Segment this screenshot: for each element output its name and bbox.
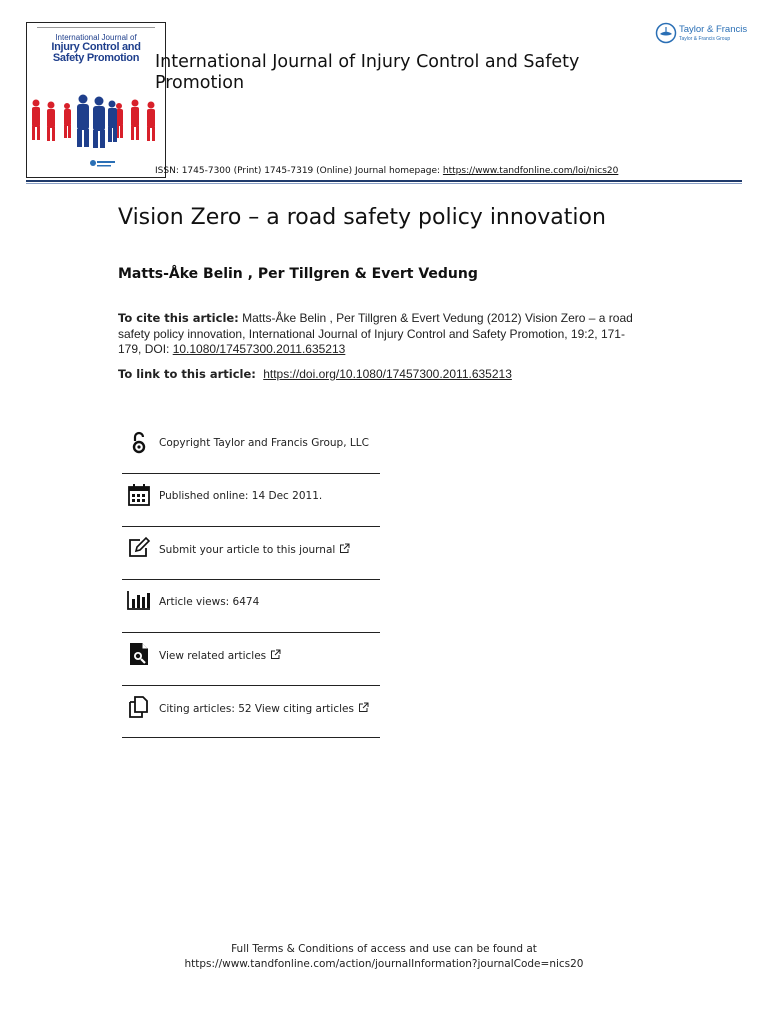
cite-doi-link[interactable]: 10.1080/17457300.2011.635213 <box>172 342 346 356</box>
publisher-logo-icon <box>655 22 677 44</box>
calendar-icon <box>126 482 152 508</box>
publisher-name: Taylor & Francis <box>679 24 748 35</box>
article-views-text: Article views: 6474 <box>159 596 260 608</box>
related-articles-label: View related articles <box>159 650 267 662</box>
header-rule-thin <box>26 183 742 184</box>
copy-icon <box>126 694 152 720</box>
divider <box>122 632 380 633</box>
publisher-group: Taylor & Francis Group <box>679 36 731 42</box>
journal-cover-image <box>26 22 166 178</box>
search-document-icon <box>126 641 152 667</box>
cite-label: To cite this article: <box>118 311 239 325</box>
journal-title: International Journal of Injury Control and Safety Promotion <box>155 52 580 93</box>
article-link-block <box>118 367 512 381</box>
external-link-icon <box>339 543 350 554</box>
submit-article-label: Submit your article to this journal <box>159 544 336 556</box>
related-articles-link[interactable] <box>159 649 281 662</box>
citing-articles-label: Citing articles: 52 View citing articles <box>159 703 354 715</box>
article-doi-link[interactable]: https://doi.org/10.1080/17457300.2011.635213 <box>263 367 512 381</box>
article-authors: Matts-Åke Belin , Per Tillgren & Evert Vedung <box>118 266 478 282</box>
cover-title: International Journal of Injury Control and Safety Promotion <box>51 33 141 64</box>
footer <box>0 942 768 972</box>
divider <box>122 526 380 527</box>
published-date-text: Published online: 14 Dec 2011. <box>159 490 323 502</box>
divider <box>122 737 380 738</box>
external-link-icon <box>270 649 281 660</box>
info-row-citing[interactable] <box>122 694 380 746</box>
journal-homepage-link[interactable]: https://www.tandfonline.com/loi/nics20 <box>442 166 619 176</box>
submit-article-link[interactable] <box>159 543 350 556</box>
divider <box>122 473 380 474</box>
citing-articles-link[interactable] <box>159 702 369 715</box>
cover-people-illustration <box>27 93 165 173</box>
header-rule <box>26 180 742 182</box>
link-label: To link to this article: <box>118 367 256 381</box>
cite-text: Matts-Åke Belin , Per Tillgren & Evert Vedung (2012) Vision Zero – a road safety policy innovation, International Journal of Injury Control and Safety Promotion, 19:2, 171-179, DOI: <box>118 311 633 356</box>
divider <box>122 579 380 580</box>
footer-line-1: Full Terms & Conditions of access and use can be found at <box>231 943 537 955</box>
divider <box>122 685 380 686</box>
edit-icon <box>126 535 152 561</box>
copyright-text: Copyright Taylor and Francis Group, LLC <box>159 437 369 449</box>
citation-block <box>118 311 638 358</box>
article-title: Vision Zero – a road safety policy innovation <box>118 205 606 230</box>
issn-text: ISSN: 1745-7300 (Print) 1745-7319 (Online) Journal homepage: <box>155 166 443 176</box>
publisher-logo <box>655 22 755 48</box>
footer-terms-link[interactable]: https://www.tandfonline.com/action/journalInformation?journalCode=nics20 <box>184 958 584 970</box>
external-link-icon <box>358 702 369 713</box>
open-access-icon <box>126 429 152 455</box>
bar-chart-icon <box>126 588 152 614</box>
issn-line <box>155 166 618 176</box>
